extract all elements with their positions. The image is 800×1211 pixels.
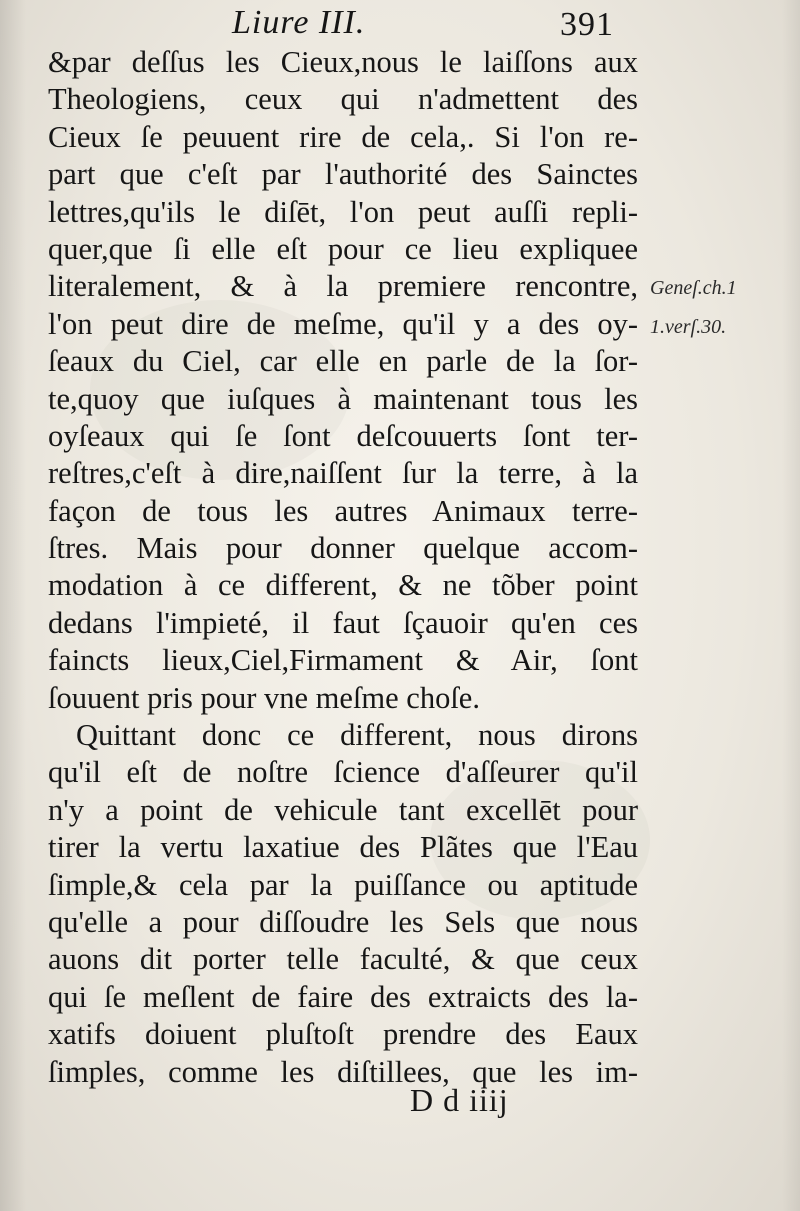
text-line: Quittant donc ce different, nous dirons: [76, 718, 638, 753]
text-line: lettres,qu'ils le diſēt, l'on peut auſſi repli-: [48, 194, 638, 229]
text-line: Theologiens, ceux qui n'admettent des: [48, 82, 638, 117]
text-line: ſeaux du Ciel, car elle en parle de la ſor-: [48, 344, 638, 379]
text-line: oyſeaux qui ſe ſont deſcouuerts ſont ter-: [48, 418, 638, 453]
text-line: xatifs doiuent pluſtoſt prendre des Eaux: [48, 1017, 638, 1052]
text-line: ſtres. Mais pour donner quelque accom-: [48, 531, 638, 566]
text-line: façon de tous les autres Animaux terre-: [48, 493, 638, 528]
text-line: part que c'eſt par l'authorité des Sainctes: [48, 157, 638, 192]
text-line: auons dit porter telle faculté, & que ceux: [48, 942, 638, 977]
text-line: l'on peut dire de meſme, qu'il y a des oy-: [48, 306, 638, 341]
text-line: &par deſſus les Cieux,nous le laiſſons aux: [48, 45, 638, 79]
margin-note: 1.verſ.30.: [650, 316, 727, 338]
text-line: qu'elle a pour diſſoudre les Sels que nous: [48, 904, 638, 939]
text-line: reſtres,c'eſt à dire,naiſſent ſur la terre, à la: [48, 456, 638, 491]
text-line: Cieux ſe peuuent rire de cela,. Si l'on re-: [48, 119, 638, 154]
margin-note: Geneſ.ch.1: [650, 277, 737, 299]
text-line: n'y a point de vehicule tant excellēt pour: [48, 792, 638, 827]
text-line: dedans l'impieté, il faut ſçauoir qu'en ces: [48, 605, 638, 640]
text-line: ſouuent pris pour vne meſme choſe.: [48, 680, 480, 715]
text-line: faincts lieux,Ciel,Firmament & Air, ſont: [48, 643, 638, 678]
text-line: ſimple,& cela par la puiſſance ou aptitude: [48, 867, 638, 902]
text-line: qui ſe meſlent de faire des extraicts des la-: [48, 979, 638, 1014]
page-number: 391: [560, 6, 614, 43]
text-line: literalement, & à la premiere rencontre,: [48, 269, 638, 304]
text-line: quer,que ſi elle eſt pour ce lieu expliquee: [48, 231, 638, 266]
running-title: Liure III.: [232, 4, 366, 41]
text-line: te,quoy que iuſques à maintenant tous les: [48, 381, 638, 416]
body-text: [48, 44, 638, 1091]
text-line: qu'il eſt de noſtre ſcience d'aſſeurer qu'il: [48, 755, 638, 790]
text-line: modation à ce different, & ne tõber point: [48, 568, 638, 603]
signature-mark: D d iiij: [410, 1082, 509, 1118]
text-line: tirer la vertu laxatiue des Plãtes que l'Eau: [48, 830, 638, 865]
text-line: ſimples, comme les diſtillees, que les im-: [48, 1054, 638, 1089]
